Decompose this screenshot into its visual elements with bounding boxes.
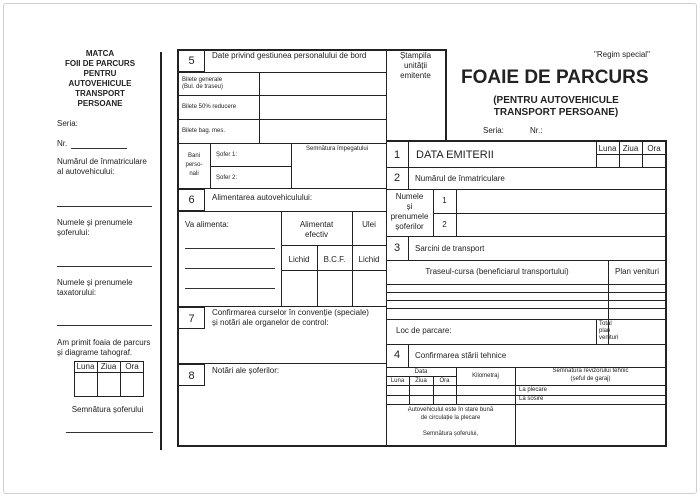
driver-index: 1 bbox=[442, 196, 447, 205]
departure-label: La plecare bbox=[519, 387, 548, 393]
date-header: Luna bbox=[598, 144, 617, 153]
total-plan-label: venituri bbox=[599, 335, 619, 341]
stamp-label: emitente bbox=[400, 71, 431, 80]
grid-line bbox=[178, 95, 386, 96]
technical-check-label: Confirmarea stării tehnice bbox=[415, 351, 507, 360]
registration-label: Numărul de înmatriculare bbox=[415, 174, 505, 183]
grid-line bbox=[386, 404, 666, 405]
header-seria-label: Seria: bbox=[483, 126, 504, 135]
section-number: 4 bbox=[393, 349, 401, 361]
mileage-header: Kilometraj bbox=[472, 373, 499, 379]
vehicle-ok-text: de circulație la plecare bbox=[420, 415, 481, 421]
section-number: 6 bbox=[188, 194, 195, 206]
section-title: Confirmarea curselor în convenție (speciale) bbox=[212, 308, 369, 317]
grid-line bbox=[177, 49, 179, 447]
grid-line bbox=[386, 292, 666, 293]
ticket-row-label: Bilete 50% reducere bbox=[182, 104, 237, 110]
date-header: Ora bbox=[647, 144, 661, 153]
grid-line bbox=[445, 49, 447, 142]
stub-title-line: TRANSPORT bbox=[75, 89, 125, 98]
liquid-label: Lichid bbox=[288, 255, 310, 264]
stamp-label: unității bbox=[403, 61, 428, 70]
cash-label: nali bbox=[189, 171, 199, 177]
stub-title-line: FOII DE PARCURS bbox=[64, 59, 136, 68]
fuel-plan-line[interactable] bbox=[185, 268, 275, 269]
stub-driver-field[interactable] bbox=[57, 266, 152, 267]
section-title: Notări ale șoferilor: bbox=[212, 366, 280, 375]
section-number: 3 bbox=[393, 242, 401, 254]
grid-line bbox=[386, 167, 666, 168]
vehicle-ok-text: Autovehiculul este în stare bună bbox=[407, 407, 494, 413]
stub-signature-label: Semnătura șoferului bbox=[71, 405, 144, 414]
tech-date-subheader: Ziua bbox=[415, 378, 427, 384]
stub-title-line: PENTRU bbox=[83, 69, 117, 78]
stub-date-header: Ora bbox=[125, 362, 139, 371]
stub-title-line: AUTOVEHICULE bbox=[68, 79, 132, 88]
fuel-actual-label: Alimentat bbox=[299, 220, 334, 229]
section-number: 7 bbox=[188, 313, 195, 325]
total-plan-label: plan bbox=[599, 328, 611, 334]
grid-line bbox=[386, 344, 666, 345]
stub-driver-label: Numele și prenumele bbox=[57, 218, 133, 227]
grid-line bbox=[665, 140, 667, 447]
grid-line bbox=[386, 260, 666, 261]
grid-line bbox=[386, 236, 666, 237]
will-fuel-label: Va alimenta: bbox=[185, 220, 229, 229]
grid-line bbox=[281, 245, 386, 246]
stamp-label: Ștampila bbox=[399, 51, 432, 60]
stub-date-header: Luna bbox=[76, 362, 95, 371]
grid-line bbox=[386, 189, 666, 190]
inspector-signature-label: (șeful de garaj) bbox=[570, 376, 611, 382]
tech-date-subheader: Luna bbox=[390, 378, 405, 384]
grid-line bbox=[386, 300, 666, 301]
total-plan-label: Total bbox=[599, 321, 612, 327]
grid-line bbox=[178, 72, 386, 73]
stub-taxator-field[interactable] bbox=[57, 325, 152, 326]
tech-date-header: Data bbox=[414, 369, 428, 375]
grid-line bbox=[281, 270, 386, 271]
stub-title-line: PERSOANE bbox=[77, 99, 123, 108]
inspector-signature-label: Semnătura revizorului tehnic bbox=[552, 368, 629, 374]
stub-title-line: MATCA bbox=[85, 49, 115, 58]
stub-registration-label: al autovehicului: bbox=[57, 167, 115, 176]
grid-line bbox=[177, 306, 386, 307]
issue-date-label: DATA EMITERII bbox=[416, 149, 494, 161]
conductor-signature-label: Semnătura împegatului bbox=[306, 146, 369, 152]
grid-line bbox=[178, 211, 386, 212]
drivers-names-label: Numele bbox=[395, 192, 424, 201]
revenue-plan-header: Plan venituri bbox=[614, 267, 660, 276]
stub-seria-label: Seria: bbox=[57, 119, 78, 128]
grid-line bbox=[386, 284, 666, 285]
header-nr-label: Nr.: bbox=[530, 126, 543, 135]
grid-line bbox=[291, 143, 292, 188]
ticket-row-label: (Bul. de traseu) bbox=[182, 84, 224, 90]
stub-date-header: Ziua bbox=[100, 362, 117, 371]
grid-line bbox=[386, 319, 666, 320]
grid-line bbox=[596, 319, 597, 344]
grid-line bbox=[386, 140, 667, 142]
section-title: Alimentarea autovehiculului: bbox=[212, 193, 313, 202]
grid-line bbox=[177, 363, 386, 364]
grid-line bbox=[596, 154, 666, 155]
cash-label: perso- bbox=[185, 162, 203, 168]
form-subtitle: (PENTRU AUTOVEHICULE bbox=[493, 95, 619, 106]
grid-line bbox=[177, 445, 667, 447]
section-title: Date privind gestiunea personalului de bord bbox=[212, 51, 367, 60]
table-line bbox=[74, 372, 144, 373]
grid-line bbox=[259, 72, 260, 143]
cash-label: Bani bbox=[187, 153, 200, 159]
grid-line bbox=[386, 308, 666, 309]
oil-liquid-label: Lichid bbox=[358, 255, 380, 264]
stub-driver-label: șoferului: bbox=[57, 228, 90, 237]
arrival-label: La sosire bbox=[519, 396, 544, 402]
section-number: 5 bbox=[188, 55, 195, 67]
fuel-actual-label: efectiv bbox=[304, 230, 329, 239]
stub-separator bbox=[160, 52, 162, 450]
tech-date-subheader: Ora bbox=[439, 378, 450, 384]
route-header: Traseul-cursa (beneficiarul transportului) bbox=[425, 267, 569, 276]
bcf-label: B.C.F. bbox=[323, 255, 346, 264]
grid-line bbox=[386, 385, 666, 386]
stub-nr-label: Nr. bbox=[57, 139, 68, 148]
driver-index: 2 bbox=[442, 220, 447, 229]
section-title: și notări ale organelor de control: bbox=[212, 318, 329, 327]
stub-received-text: Am primit foaia de parcurs bbox=[57, 338, 151, 347]
grid-line bbox=[210, 166, 291, 167]
driver-signature-label: Semnătura șoferului, bbox=[422, 431, 479, 437]
section-number: 1 bbox=[393, 149, 401, 161]
grid-line bbox=[177, 188, 386, 189]
grid-line bbox=[386, 376, 456, 377]
fuel-plan-line[interactable] bbox=[185, 288, 275, 289]
grid-line bbox=[408, 142, 409, 189]
grid-line bbox=[408, 344, 409, 367]
grid-line bbox=[178, 119, 386, 120]
stub-registration-field[interactable] bbox=[57, 206, 152, 207]
driver-2-label: Șofer 2: bbox=[216, 175, 238, 181]
grid-line bbox=[177, 143, 386, 144]
drivers-names-label: șoferilor bbox=[395, 222, 424, 231]
ticket-row-label: Bilete generale bbox=[182, 77, 223, 83]
transport-tasks-label: Sarcini de transport bbox=[415, 244, 485, 253]
drivers-names-label: și bbox=[406, 202, 413, 211]
stub-taxator-label: Numele și prenumele bbox=[57, 278, 133, 287]
form-title: FOAIE DE PARCURS bbox=[461, 67, 649, 88]
section-number: 8 bbox=[188, 370, 195, 382]
stub-signature-field[interactable] bbox=[66, 432, 153, 433]
stub-registration-label: Numărul de înmatriculare bbox=[57, 157, 147, 166]
ticket-row-label: Bilete bag. mes. bbox=[182, 128, 226, 134]
stub-nr-field[interactable] bbox=[71, 148, 127, 149]
grid-line bbox=[433, 213, 666, 214]
stub-taxator-label: taxatorului: bbox=[57, 288, 97, 297]
oil-label: Ulei bbox=[362, 220, 376, 229]
drivers-names-label: prenumele bbox=[390, 212, 429, 221]
section-number: 2 bbox=[393, 172, 401, 184]
date-header: Ziua bbox=[622, 144, 639, 153]
grid-line bbox=[408, 236, 409, 260]
fuel-plan-line[interactable] bbox=[185, 248, 275, 249]
stub-received-text: și diagrame tahograf. bbox=[57, 348, 133, 357]
regim-label: "Regim special" bbox=[594, 50, 650, 59]
form-subtitle: TRANSPORT PERSOANE) bbox=[493, 107, 619, 118]
parking-label: Loc de parcare: bbox=[396, 326, 452, 335]
driver-1-label: Șofer 1: bbox=[216, 152, 238, 158]
